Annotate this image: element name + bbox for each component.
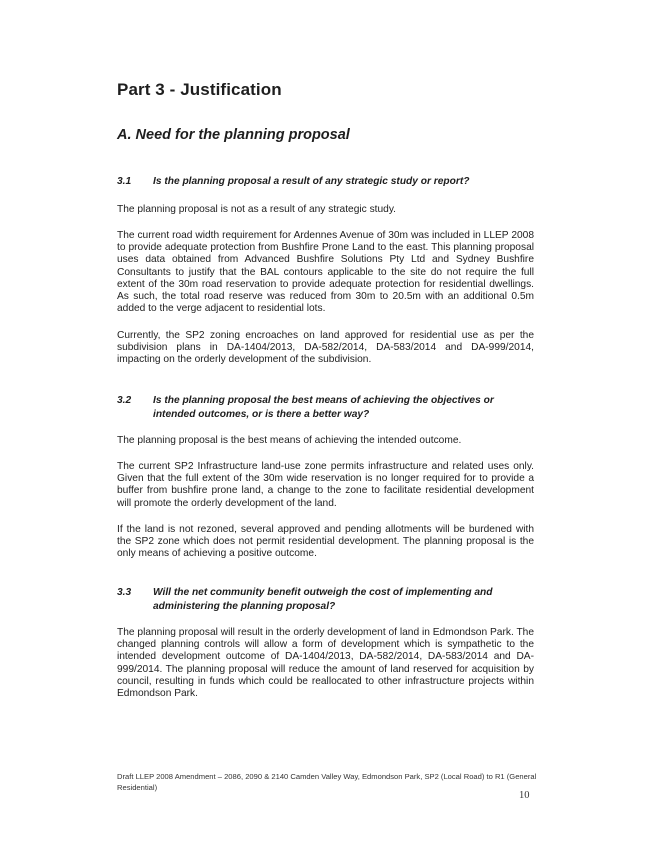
section-title: A. Need for the planning proposal [117, 127, 350, 143]
question-number: 3.3 [117, 587, 132, 598]
question-title: Will the net community benefit outweigh the cost of implementing and administering the planning proposal? [153, 587, 493, 612]
question-number: 3.2 [117, 395, 132, 406]
paragraph: The planning proposal is not as a result of any strategic study. [117, 204, 396, 215]
question-title: Is the planning proposal the best means of achieving the objectives or intended outcomes, or is there a better way? [153, 395, 494, 420]
paragraph: Currently, the SP2 zoning encroaches on land approved for residential use as per the subdivision plans in DA-1404/2013, DA-582/2014, DA-583/2014 and DA-999/2014, impacting on the orderly development of the subdivision. [117, 330, 534, 366]
page-number: 10 [519, 790, 530, 801]
question-number: 3.1 [117, 176, 132, 187]
question-title: Is the planning proposal a result of any strategic study or report? [153, 176, 470, 187]
paragraph: The current SP2 Infrastructure land-use zone permits infrastructure and related uses only. Given that the full extent of the 30m wide reservation is no longer required for to provide a buffer from bushfire prone land, a change to the zone to facilitate residential development will promote the orderly development of the land. [117, 461, 534, 509]
paragraph: If the land is not rezoned, several approved and pending allotments will be burdened with the SP2 zone which does not permit residential development. The planning proposal is the only means of achieving a positive outcome. [117, 524, 534, 560]
page-footer: Draft LLEP 2008 Amendment – 2086, 2090 & 2140 Camden Valley Way, Edmondson Park, SP2 (Local Road) to R1 (General Residential) [117, 772, 537, 792]
paragraph: The current road width requirement for Ardennes Avenue of 30m was included in LLEP 2008 to provide adequate protection from Bushfire Prone Land to the east. This planning proposal uses data obtained from Advanced Bushfire Solutions Pty Ltd and Sydney Bushfire Consultants to justify that the BAL contours applicable to the site do not require the full extent of the 30m road reservation to provide adequate protection for residential dwellings. As such, the total road reserve was reduced from 30m to 20.5m with an additional 0.5m added to the verge adjacent to residential lots. [117, 230, 534, 315]
part-title: Part 3 - Justification [117, 80, 282, 99]
question-heading-3-2 [117, 394, 537, 422]
paragraph: The planning proposal will result in the orderly development of land in Edmondson Park. The changed planning controls will allow a form of development which is sympathetic to the intended development outcome of DA-1404/2013, DA-582/2014, DA-583/2014 and DA-999/2014. The planning proposal will reduce the amount of land reserved for acquisition by council, resulting in funds which could be reallocated to other infrastructure projects within Edmondson Park. [117, 627, 534, 700]
paragraph: The planning proposal is the best means of achieving the intended outcome. [117, 435, 462, 446]
question-heading-3-1 [117, 175, 537, 189]
question-heading-3-3 [117, 586, 537, 614]
